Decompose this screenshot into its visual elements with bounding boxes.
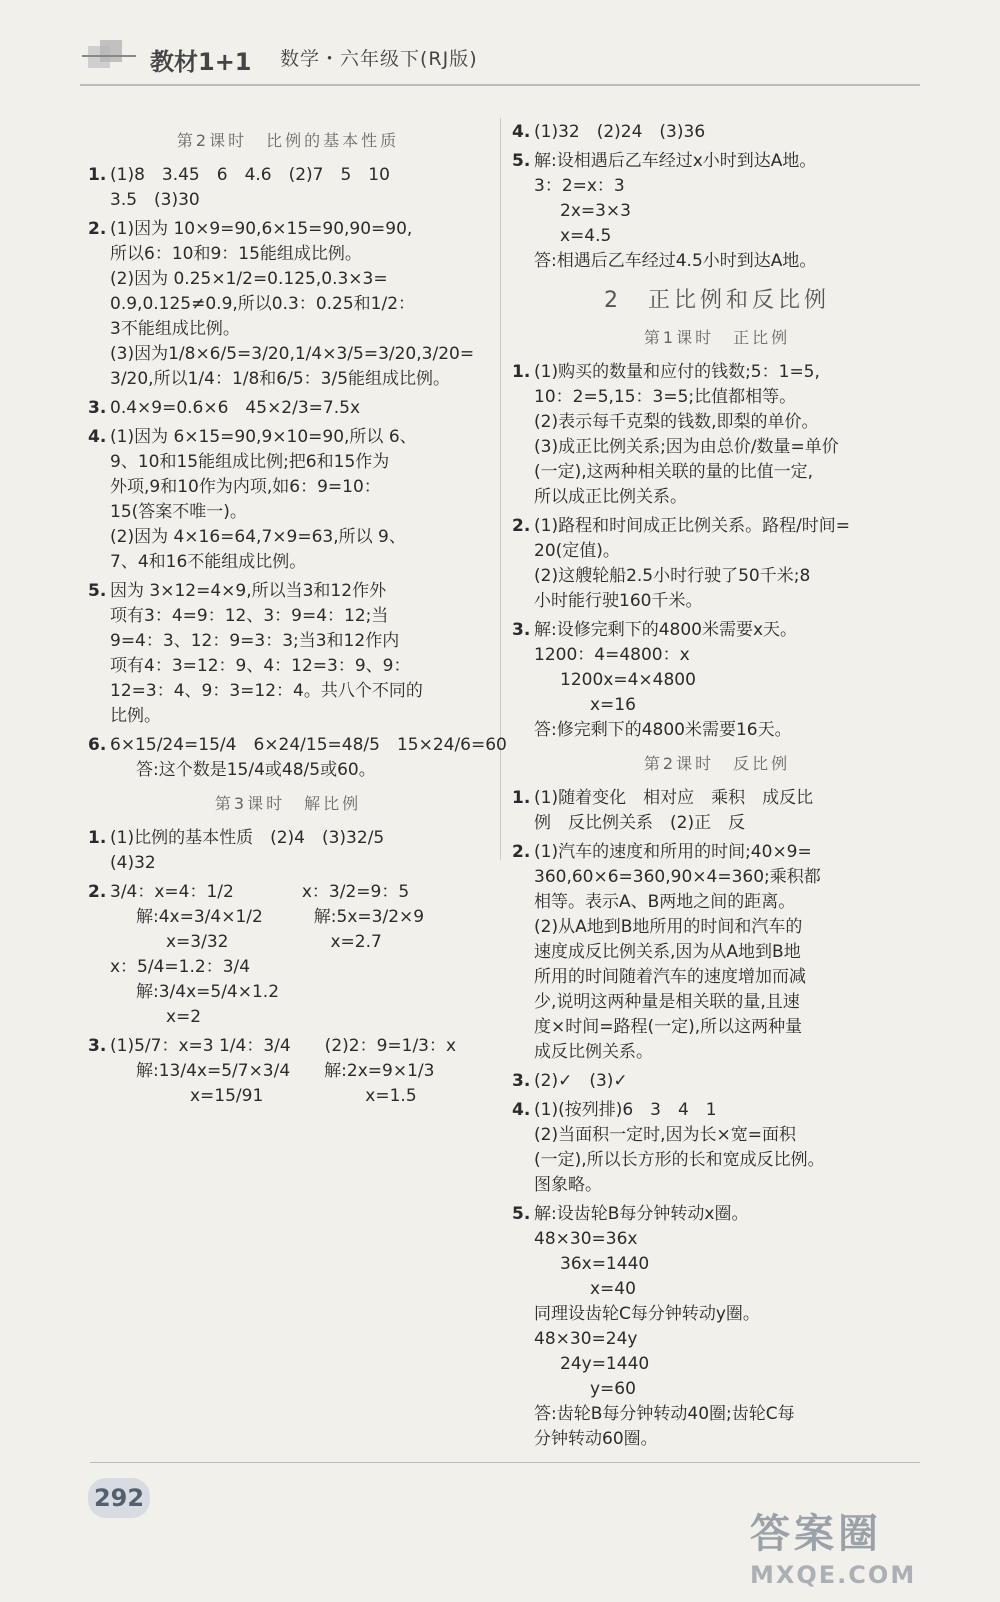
section-title: 第2课时 比例的基本性质 bbox=[176, 131, 400, 150]
section-title: 第1课时 正比例 bbox=[643, 328, 791, 347]
answer-line: 度×时间=路程(一定),所以这两种量 bbox=[534, 1017, 803, 1037]
answer-item bbox=[512, 120, 922, 145]
item-number: 2. bbox=[512, 516, 531, 536]
answer-line: 答:修完剩下的4800米需要16天。 bbox=[534, 720, 792, 740]
answer-line: (2)因为 0.25×1/2=0.125,0.3×3= bbox=[110, 269, 388, 289]
answer-line: 因为 3×12=4×9,所以当3和12作外 bbox=[110, 581, 387, 601]
item-number: 3. bbox=[88, 1036, 107, 1056]
answer-line: (3)成正比例关系;因为由总价/数量=单价 bbox=[534, 437, 839, 457]
watermark-logo bbox=[750, 1502, 960, 1592]
section-title: 第2课时 反比例 bbox=[643, 754, 791, 773]
answer-line: 比例。 bbox=[110, 706, 161, 726]
answer-line: (3)因为1/8×6/5=3/20,1/4×3/5=3/20,3/20= bbox=[110, 344, 475, 364]
item-number: 2. bbox=[88, 882, 107, 902]
item-number: 1. bbox=[88, 165, 107, 185]
answer-line: (1)路程和时间成正比例关系。路程/时间= bbox=[534, 516, 851, 536]
answer-line: (1)5/7：x=3 1/4：3/4 (2)2：9=1/3：x bbox=[110, 1036, 457, 1056]
answer-line: 3：2=x：3 bbox=[534, 176, 625, 196]
answer-line: (2)因为 4×16=64,7×9=63,所以 9、 bbox=[110, 527, 406, 547]
item-number: 2. bbox=[88, 219, 107, 239]
item-number: 5. bbox=[512, 151, 531, 171]
answer-line: (2)当面积一定时,因为长×宽=面积 bbox=[534, 1125, 796, 1145]
answer-line: 答:齿轮B每分钟转动40圈;齿轮C每 bbox=[534, 1404, 795, 1424]
item-number: 2. bbox=[512, 842, 531, 862]
answer-line: (一定),这两种相关联的量的比值一定, bbox=[534, 462, 814, 482]
answer-line: 所以成正比例关系。 bbox=[534, 487, 687, 507]
answer-line: 成反比例关系。 bbox=[534, 1042, 653, 1062]
answer-item bbox=[512, 840, 922, 1065]
footer-rule bbox=[90, 1462, 920, 1463]
answer-line: (2)这艘轮船2.5小时行驶了50千米;8 bbox=[534, 566, 811, 586]
item-number: 3. bbox=[88, 398, 107, 418]
answer-line: 解:3/4x=5/4×1.2 bbox=[136, 982, 280, 1002]
answer-line: 所用的时间随着汽车的速度增加而减 bbox=[534, 967, 806, 987]
left-column bbox=[88, 120, 507, 1113]
answer-line: 解:设修完剩下的4800米需要x天。 bbox=[534, 620, 798, 640]
answer-line: 解:4x=3/4×1/2 解:5x=3/2×9 bbox=[136, 907, 425, 927]
answer-item bbox=[88, 579, 488, 729]
series-brand: 教材1+1 bbox=[150, 48, 252, 76]
answer-line: 分钟转动60圈。 bbox=[534, 1429, 658, 1449]
answer-line: 3.5 (3)30 bbox=[110, 190, 200, 210]
answer-line: 48×30=36x bbox=[534, 1229, 638, 1249]
answer-line: 图象略。 bbox=[534, 1175, 602, 1195]
answer-line: (2)表示每千克梨的钱数,即梨的单价。 bbox=[534, 412, 819, 432]
answer-line: 0.9,0.125≠0.9,所以0.3：0.25和1/2： bbox=[110, 294, 416, 314]
answer-line: x=15/91 x=1.5 bbox=[190, 1086, 417, 1106]
answer-item bbox=[88, 425, 488, 575]
answer-line: 项有3：4=9：12、3：9=4：12;当 bbox=[110, 606, 389, 626]
answer-line: 12=3：4、9：3=12：4。共八个不同的 bbox=[110, 681, 423, 701]
answer-line: 15(答案不唯一)。 bbox=[110, 502, 247, 522]
item-number: 3. bbox=[512, 1071, 531, 1091]
answer-line: 1200：4=4800：x bbox=[534, 645, 690, 665]
answer-line: 3不能组成比例。 bbox=[110, 319, 240, 339]
answer-line: x：5/4=1.2：3/4 bbox=[110, 957, 251, 977]
answer-line: (1)因为 10×9=90,6×15=90,90=90, bbox=[110, 219, 413, 239]
answer-line: 360,60×6=360,90×4=360;乘积都 bbox=[534, 867, 821, 887]
answer-line: x=3/32 x=2.7 bbox=[166, 932, 382, 952]
item-number: 1. bbox=[88, 828, 107, 848]
answer-line: 解:设齿轮B每分钟转动x圈。 bbox=[534, 1204, 749, 1224]
answer-line: 速度成反比例关系,因为从A地到B地 bbox=[534, 942, 801, 962]
answer-line: 外项,9和10作为内项,如6：9=10： bbox=[110, 477, 381, 497]
answer-line: 答:相遇后乙车经过4.5小时到达A地。 bbox=[534, 251, 817, 271]
answer-line: 20(定值)。 bbox=[534, 541, 620, 561]
answer-line: (1)(按列排)6 3 4 1 bbox=[534, 1100, 717, 1120]
item-number: 5. bbox=[88, 581, 107, 601]
answer-line: 10：2=5,15：3=5;比值都相等。 bbox=[534, 387, 797, 407]
watermark-text: 答案圈 bbox=[750, 1511, 882, 1557]
answer-line: (1)32 (2)24 (3)36 bbox=[534, 122, 706, 142]
answer-line: 1200x=4×4800 bbox=[560, 670, 696, 690]
right-column bbox=[512, 120, 922, 1456]
answer-line: x=16 bbox=[590, 695, 636, 715]
answer-line: 例 反比例关系 (2)正 反 bbox=[534, 813, 746, 833]
item-number: 4. bbox=[88, 427, 107, 447]
answer-line: 3/4：x=4：1/2 x：3/2=9：5 bbox=[110, 882, 410, 902]
header-rule bbox=[80, 84, 920, 86]
answer-line: 3/20,所以1/4：1/8和6/5：3/5能组成比例。 bbox=[110, 369, 451, 389]
answer-item bbox=[512, 618, 922, 743]
answer-line: 9、10和15能组成比例;把6和15作为 bbox=[110, 452, 390, 472]
item-number: 5. bbox=[512, 1204, 531, 1224]
answer-line: 解:设相遇后乙车经过x小时到达A地。 bbox=[534, 151, 817, 171]
answer-item bbox=[88, 880, 488, 1030]
answer-line: 24y=1440 bbox=[560, 1354, 650, 1374]
answer-item bbox=[88, 163, 488, 213]
answer-line: 7、4和16不能组成比例。 bbox=[110, 552, 307, 572]
item-number: 4. bbox=[512, 1100, 531, 1120]
answer-line: 2x=3×3 bbox=[560, 201, 631, 221]
answer-line: x=2 bbox=[166, 1007, 202, 1027]
item-number: 6. bbox=[88, 735, 107, 755]
answer-line: 48×30=24y bbox=[534, 1329, 638, 1349]
answer-line: 小时能行驶160千米。 bbox=[534, 591, 703, 611]
answer-line: y=60 bbox=[590, 1379, 636, 1399]
answer-line: 6×15/24=15/4 6×24/15=48/5 15×24/6=60 bbox=[110, 735, 507, 755]
watermark-url: MXQE.COM bbox=[750, 1561, 917, 1589]
answer-line: x=4.5 bbox=[560, 226, 612, 246]
page-header bbox=[80, 30, 920, 90]
answer-line: 项有4：3=12：9、4：12=3：9、9： bbox=[110, 656, 411, 676]
answer-line: 相等。表示A、B两地之间的距离。 bbox=[534, 892, 796, 912]
answer-line: 36x=1440 bbox=[560, 1254, 650, 1274]
answer-item bbox=[88, 217, 488, 392]
item-number: 3. bbox=[512, 620, 531, 640]
answer-line: (1)随着变化 相对应 乘积 成反比 bbox=[534, 788, 814, 808]
answer-line: (1)购买的数量和应付的钱数;5：1=5, bbox=[534, 362, 820, 382]
answer-line: (1)汽车的速度和所用的时间;40×9= bbox=[534, 842, 812, 862]
book-logo-icon bbox=[80, 36, 140, 76]
answer-item bbox=[512, 514, 922, 614]
answer-item bbox=[512, 1069, 922, 1094]
answer-item bbox=[88, 396, 488, 421]
item-number: 1. bbox=[512, 788, 531, 808]
answer-line: (4)32 bbox=[110, 853, 156, 873]
answer-item bbox=[88, 1034, 488, 1109]
answer-item bbox=[512, 149, 922, 274]
chapter-title: 2 正比例和反比例 bbox=[604, 288, 830, 313]
answer-item bbox=[512, 786, 922, 836]
answer-item bbox=[88, 733, 507, 783]
item-number: 1. bbox=[512, 362, 531, 382]
answer-line: (2)从A地到B地所用的时间和汽车的 bbox=[534, 917, 803, 937]
answer-line: 少,说明这两种量是相关联的量,且速 bbox=[534, 992, 800, 1012]
page-number: 292 bbox=[88, 1478, 150, 1518]
book-title: 数学・六年级下(RJ版) bbox=[280, 48, 478, 70]
answer-item bbox=[512, 360, 922, 510]
answer-line: 答:这个数是15/4或48/5或60。 bbox=[136, 760, 376, 780]
answer-line: (1)因为 6×15=90,9×10=90,所以 6、 bbox=[110, 427, 417, 447]
answer-line: 解:13/4x=5/7×3/4 解:2x=9×1/3 bbox=[136, 1061, 435, 1081]
answer-line: 所以6：10和9：15能组成比例。 bbox=[110, 244, 362, 264]
answer-line: 同理设齿轮C每分钟转动y圈。 bbox=[534, 1304, 760, 1324]
answer-item bbox=[512, 1202, 922, 1452]
answer-item bbox=[512, 1098, 922, 1198]
section-title: 第3课时 解比例 bbox=[214, 794, 362, 813]
answer-line: (一定),所以长方形的长和宽成反比例。 bbox=[534, 1150, 825, 1170]
answer-line: 0.4×9=0.6×6 45×2/3=7.5x bbox=[110, 398, 361, 418]
answer-item bbox=[88, 826, 488, 876]
answer-line: 9=4：3、12：9=3：3;当3和12作内 bbox=[110, 631, 400, 651]
answer-line: (1)比例的基本性质 (2)4 (3)32/5 bbox=[110, 828, 385, 848]
answer-line: (1)8 3.45 6 4.6 (2)7 5 10 bbox=[110, 165, 390, 185]
answer-line: (2)✓ (3)✓ bbox=[534, 1071, 628, 1091]
answer-line: x=40 bbox=[590, 1279, 636, 1299]
item-number: 4. bbox=[512, 122, 531, 142]
